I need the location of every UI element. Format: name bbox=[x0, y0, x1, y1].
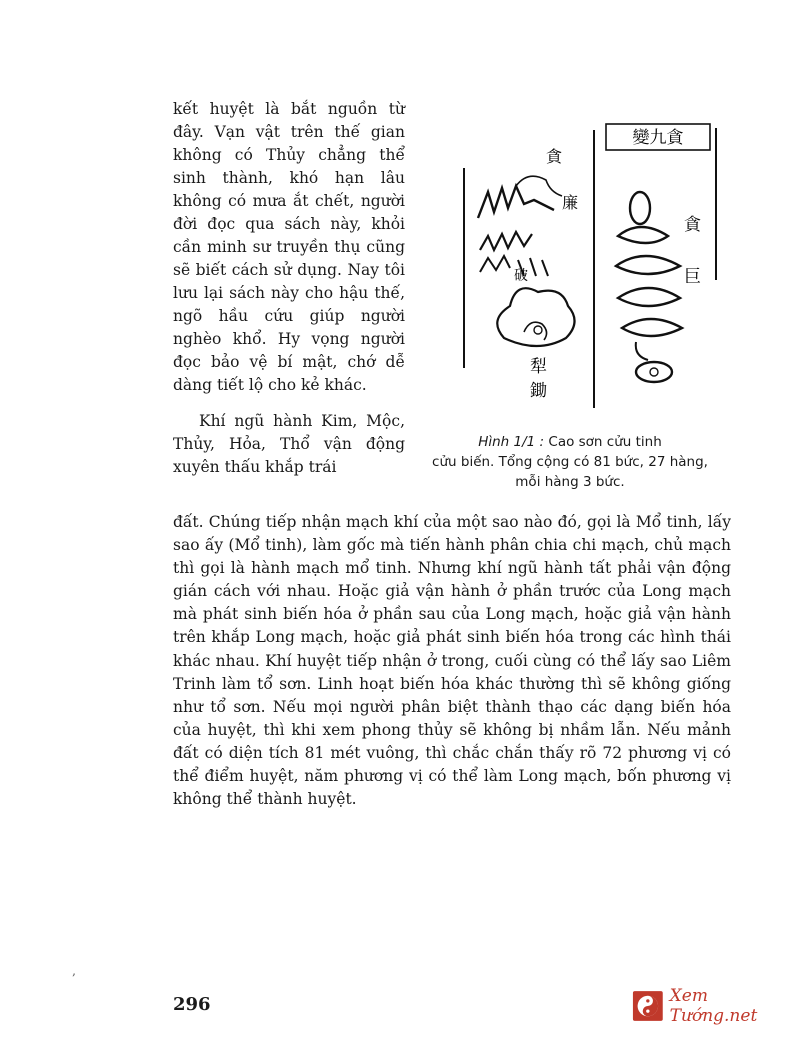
bottom-label-1: 犁 bbox=[530, 357, 547, 377]
watermark-text: Xem Tướng.net bbox=[669, 986, 758, 1026]
left-label-3: 破 bbox=[514, 268, 528, 284]
paragraph-1: kết huyệt là bắt nguồn từ đây. Vạn vật trên thế gian không có Thủy chẳng thể sinh thành, khó hạn lâu không có mưa ắt chết, người đời đọc qua sách này, khỏi cần minh sư truyền thụ cũng sẽ biết cách sử dụng. Nay tôi lưu lại sách này cho hậu thế, ngõ hầu cứu giúp người nghèo khổ. Hy vọng người đọc bảo vệ bí mật, chớ dễ dàng tiết lộ cho kẻ khác. bbox=[173, 100, 405, 394]
figure-illustration bbox=[458, 100, 728, 430]
yin-yang-icon bbox=[632, 989, 664, 1023]
watermark bbox=[632, 986, 792, 1026]
left-label-2: 廉 bbox=[562, 193, 579, 212]
caption-label: Hình 1/1 : bbox=[478, 434, 545, 450]
figure-caption bbox=[405, 432, 735, 492]
bottom-label-2: 鋤 bbox=[530, 381, 547, 401]
page-number: 296 bbox=[173, 994, 211, 1015]
right-label-1: 貪 bbox=[684, 215, 701, 235]
stray-mark: ‚ bbox=[72, 964, 76, 978]
figure-diagram bbox=[458, 100, 728, 430]
caption-line-3: mỗi hàng 3 bức. bbox=[515, 474, 625, 490]
caption-line-1: Cao sơn cửu tinh bbox=[548, 434, 662, 450]
body-continuation: đất. Chúng tiếp nhận mạch khí của một sao nào đó, gọi là Mổ tinh, lấy sao ấy (Mổ tinh), làm gốc mà tiến hành phân chia chi mạch, chủ mạch thì gọi là hành mạch mổ tinh. Nhưng khí ngũ hành tất phải vận động gián cách với nhau. Hoặc giả vận hành ở phần trước của Long mạch mà phát sinh biến hóa ở phần sau của Long mạch, hoặc giả vận hành trên khắp Long mạch, hoặc giả phát sinh biến hóa trong các hình thái khác nhau. Khí huyệt tiếp nhận ở trong, cuối cùng có thể lấy sao Liêm Trinh làm tổ sơn. Linh hoạt biến hóa khác thường thì sẽ không giống như tổ sơn. Nếu mọi người phân biệt thành thạo các dạng biến hóa của huyệt, thì khi xem phong thủy sẽ không bị nhầm lẫn. Nếu mảnh đất có diện tích 81 mét vuông, thì chắc chắn thấy rõ 72 phương vị có thể điểm huyệt, năm phương vị có thể làm Long mạch, bốn phương vị không thể thành huyệt. bbox=[173, 513, 731, 809]
caption-line-2: cửu biến. Tổng cộng có 81 bức, 27 hàng, bbox=[432, 454, 708, 470]
header-chars: 變九貪 bbox=[632, 128, 684, 148]
paragraph-2: Khí ngũ hành Kim, Mộc, Thủy, Hỏa, Thổ vận động xuyên thấu khắp trái bbox=[173, 412, 405, 476]
right-label-2: 巨 bbox=[684, 267, 701, 287]
left-label-1: 貪 bbox=[546, 147, 563, 166]
left-column bbox=[173, 98, 405, 479]
